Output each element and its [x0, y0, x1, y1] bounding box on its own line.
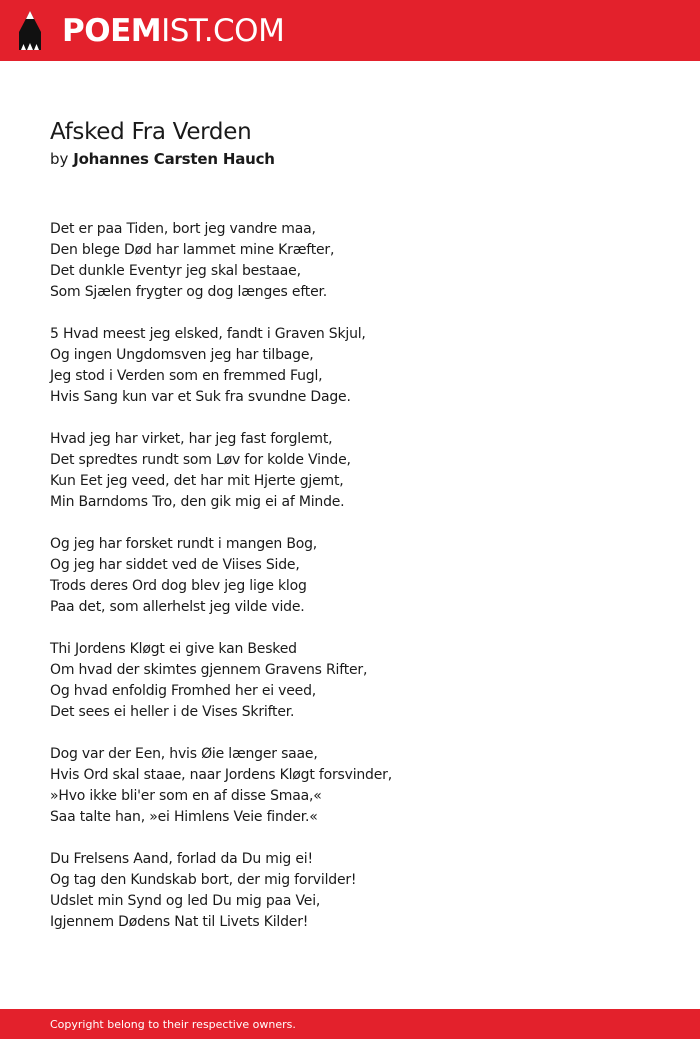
stanza-4 — [50, 534, 650, 618]
stanza-1 — [50, 219, 650, 303]
poem-line: Min Barndoms Tro, den gik mig ei af Minde. — [50, 494, 345, 510]
site-header — [0, 0, 700, 61]
stanza-6 — [50, 744, 650, 828]
poem-line: Og hvad enfoldig Fromhed her ei veed, — [50, 683, 317, 699]
stanza-7 — [50, 849, 650, 933]
site-footer — [0, 1009, 700, 1039]
poem-line: Paa det, som allerhelst jeg vilde vide. — [50, 599, 305, 615]
poem-line: Udslet min Synd og led Du mig paa Vei, — [50, 893, 321, 909]
poem-line: Saa talte han, »ei Himlens Veie finder.« — [50, 809, 318, 825]
author-name: Johannes Carsten Hauch — [73, 150, 275, 168]
poem-line: Og jeg har siddet ved de Viises Side, — [50, 557, 300, 573]
poem-line: Som Sjælen frygter og dog længes efter. — [50, 284, 328, 300]
poem-line: Og tag den Kundskab bort, der mig forvilder! — [50, 872, 357, 888]
poem-line: Hvis Sang kun var et Suk fra svundne Dage. — [50, 389, 351, 405]
poem-line: Trods deres Ord dog blev jeg lige klog — [50, 578, 307, 594]
poem-line: Det spredtes rundt som Løv for kolde Vinde, — [50, 452, 351, 468]
poem-line: Det sees ei heller i de Vises Skrifter. — [50, 704, 295, 720]
poem-line: 5 Hvad meest jeg elsked, fandt i Graven Skjul, — [50, 326, 366, 342]
poem-line: Du Frelsens Aand, forlad da Du mig ei! — [50, 851, 313, 867]
by-label: by — [50, 150, 69, 168]
byline — [50, 149, 650, 169]
poem-body — [50, 219, 650, 933]
poem-line: Jeg stod i Verden som en fremmed Fugl, — [50, 368, 323, 384]
poem-line: Dog var der Een, hvis Øie længer saae, — [50, 746, 318, 762]
poem-line: »Hvo ikke bli'er som en af disse Smaa,« — [50, 788, 322, 804]
stanza-2 — [50, 324, 650, 408]
poem-line: Og jeg har forsket rundt i mangen Bog, — [50, 536, 318, 552]
poem-line: Igjennem Dødens Nat til Livets Kilder! — [50, 914, 309, 930]
poem-line: Kun Eet jeg veed, det har mit Hjerte gjemt, — [50, 473, 344, 489]
logo-text-bold: POEM — [62, 13, 162, 49]
site-logo[interactable] — [17, 10, 284, 52]
poem-line: Det er paa Tiden, bort jeg vandre maa, — [50, 221, 316, 237]
poem-line: Om hvad der skimtes gjennem Gravens Rifter, — [50, 662, 368, 678]
pencil-icon — [17, 10, 43, 52]
poem-line: Og ingen Ungdomsven jeg har tilbage, — [50, 347, 314, 363]
logo-text-light: IST.COM — [161, 13, 285, 49]
poem-line: Det dunkle Eventyr jeg skal bestaae, — [50, 263, 301, 279]
logo-text — [62, 10, 284, 52]
stanza-5 — [50, 639, 650, 723]
poem-line: Thi Jordens Kløgt ei give kan Besked — [50, 641, 297, 657]
poem-line: Den blege Død har lammet mine Kræfter, — [50, 242, 335, 258]
poem-line: Hvis Ord skal staae, naar Jordens Kløgt forsvinder, — [50, 767, 392, 783]
stanza-3 — [50, 429, 650, 513]
poem — [50, 117, 650, 954]
poem-title: Afsked Fra Verden — [50, 119, 252, 145]
poem-line: Hvad jeg har virket, har jeg fast forglemt, — [50, 431, 333, 447]
copyright-notice: Copyright belong to their respective owners. — [50, 1018, 296, 1031]
